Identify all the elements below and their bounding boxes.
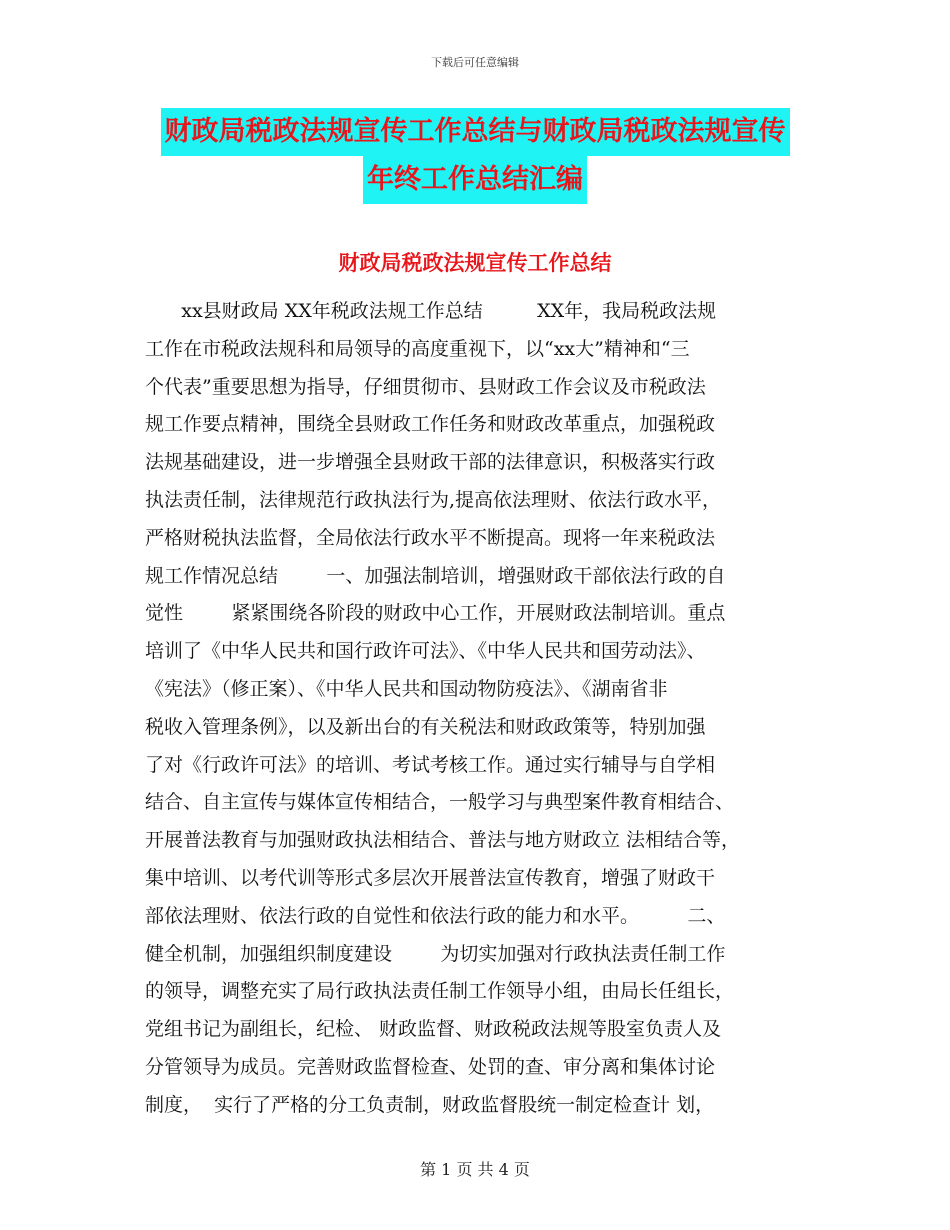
body-line: xx县财政局 XX年税政法规工作总结 XX年，我局税政法规: [145, 300, 717, 322]
body-line: 了对《行政许可法》的培训、考试考核工作。通过实行辅导与自学相: [145, 753, 716, 776]
title-line-2: 年终工作总结汇编: [363, 156, 587, 204]
body-line: 制度， 实行了严格的分工负责制，财政监督股统一制定检查计 划，: [145, 1093, 715, 1116]
body-line: 党组书记为副组长，纪检、 财政监督、财政税政法规等股室负责人及: [145, 1018, 722, 1041]
body-line: 的领导，调整充实了局行政执法责任制工作领导小组，由局长任组长，: [145, 980, 735, 1003]
body-line: 规工作要点精神，围绕全县财政工作任务和财政改革重点，加强税政: [145, 413, 716, 436]
body-line: 工作在市税政法规科和局领导的高度重视下，以“xx大”精神和“三: [145, 337, 690, 360]
body-line: 结合、自主宣传与媒体宣传相结合，一般学习与典型案件教育相结合、: [145, 791, 735, 814]
body-line: 执法责任制，法律规范行政执法行为,提高依法理财、依法行政水平，: [145, 488, 722, 511]
title-line-1: 财政局税政法规宣传工作总结与财政局税政法规宣传: [161, 108, 790, 156]
body-line: 规工作情况总结 一、加强法制培训，增强财政干部依法行政的自: [145, 564, 726, 587]
body-line: 健全机制，加强组织制度建设 为切实加强对行政执法责任制工作: [145, 942, 726, 965]
header-note: 下载后可任意编辑: [431, 56, 519, 69]
document-title: [0, 108, 950, 204]
body-line: 《宪法》（修正案）、《中华人民共和国动物防疫法》、《湖南省非: [145, 677, 668, 700]
body-text: [145, 293, 805, 1125]
body-line: 个代表”重要思想为指导，仔细贯彻市、县财政工作会议及市税政法: [145, 375, 706, 398]
body-line: 税收入管理条例》，以及新出台的有关税法和财政政策等，特别加强: [145, 715, 706, 738]
body-line: 培训了《中华人民共和国行政许可法》、《中华人民共和国劳动法》、: [145, 640, 706, 663]
body-line: 集中培训、以考代训等形式多层次开展普法宣传教育，增强了财政干: [145, 866, 716, 889]
body-line: 开展普法教育与加强财政执法相结合、普法与地方财政立 法相结合等，: [145, 829, 741, 852]
body-line: 法规基础建设，进一步增强全县财政干部的法律意识，积极落实行政: [145, 451, 716, 474]
page-footer: 第 1 页 共 4 页: [420, 1160, 530, 1179]
body-line: 部依法理财、依法行政的自觉性和依法行政的能力和水平。 二、: [145, 904, 726, 927]
body-line: 分管领导为成员。完善财政监督检查、处罚的查、审分离和集体讨论: [145, 1055, 716, 1078]
body-line: 严格财税执法监督，全局依法行政水平不断提高。现将一年来税政法: [145, 526, 716, 549]
section-subtitle: 财政局税政法规宣传工作总结: [338, 251, 612, 275]
body-line: 觉性 紧紧围绕各阶段的财政中心工作，开展财政法制培训。重点: [145, 602, 726, 625]
